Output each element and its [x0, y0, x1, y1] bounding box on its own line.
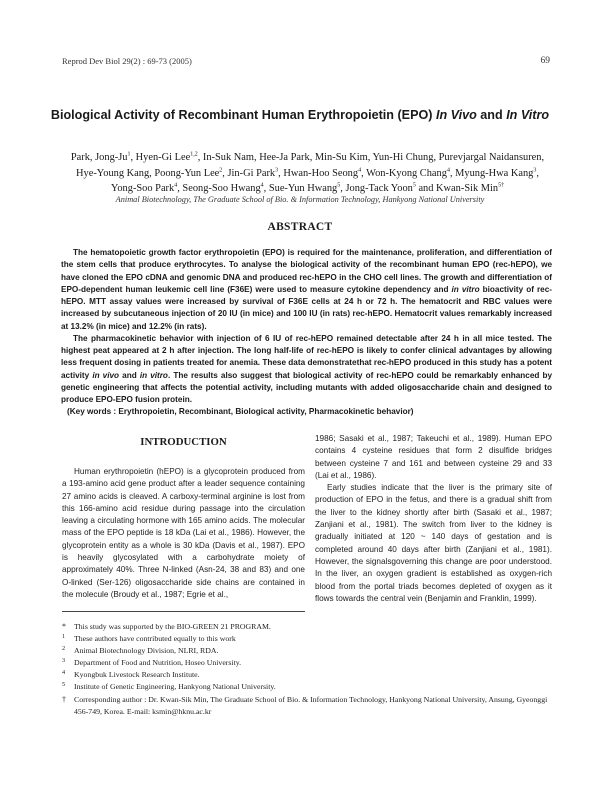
text-run: The hematopoietic growth factor erythropoietin (EPO) is required for the maintenance, proliferation, and differentiation of the stem cells that produce erythrocytes. To analyse the biological activity of the recombinant human EPO (rec-hEPO), we have cloned the EPO cDNA and genomic DNA and produced rec-hEPO in the CHO cell lines. The growth and differentiation of EPO-dependent human leukemic cell line (F36E) were used to measure cytokine dependency and — [61, 248, 552, 294]
text-run: The pharmacokinetic behavior with injection of 6 IU of rec-hEPO remained detectable after 24 h in all mice tested. The highest peat appeared at 2 h after injection. The long half-life of rec-hEPO is likely to confer clinical advantages by allowing less frequent dosing in patients treated for anemia. These data demonstratethat rec-hEPO produced in this study has a potent activity — [61, 333, 552, 380]
author-name: Hyen-Gi Lee — [135, 152, 191, 163]
left-column — [62, 466, 305, 601]
title-italic-in-vivo: In Vivo — [435, 108, 477, 122]
author-affiliation-mark: 5† — [498, 182, 505, 189]
footnote-text: Animal Biotechnology Division, NLRI, RDA. — [74, 646, 219, 656]
author-line: Park, Jong-Ju$^1$, Hyen-Gi Lee$^{1,2}$, In-Suk Nam, Hee-Ja Park, Min-Su Kim, Yun-Hi Chung, Purevjargal Naidansuren, — [70, 151, 545, 163]
italic-term: in vitro — [451, 284, 480, 294]
italic-term: in vitro — [139, 370, 168, 380]
author-name: Min-Su Kim — [314, 152, 368, 163]
affiliation: Animal Biotechnology, The Graduate School of Bio. & Information Technology, Hankyong National University — [115, 195, 485, 204]
footnote — [62, 657, 557, 669]
author-line: Hye-Young Kang, Poong-Yun Lee$^2$, Jin-Gi Park$^3$, Hwan-Hoo Seong$^4$, Won-Kyong Chang$^4$, Myung-Hwa Kang$^3$, — [76, 167, 539, 179]
author-affiliation-mark: 2 — [219, 167, 223, 174]
author-name: Yun-Hi Chung — [372, 152, 434, 163]
footnote — [62, 621, 557, 633]
author-name: Jin-Gi Park — [227, 167, 276, 179]
author-affiliation-mark: 5 — [337, 182, 341, 189]
footnotes — [62, 621, 557, 718]
author-name: Poong-Yun Lee — [154, 167, 220, 179]
footnote — [62, 669, 557, 681]
author-name: Hye-Young Kang — [76, 167, 150, 179]
text-run: . The results also suggest that biological activity of rec-hEPO could be remarkably enhanced by genetic engineering that affects the potential activity, including mutants with added oligosaccharide chain and designed to produce EPO-EPO fusion protein. — [61, 370, 553, 404]
author-name: Hwan-Hoo Seong — [283, 167, 359, 179]
abstract-body — [61, 247, 552, 419]
footnote-text: This study was supported by the BIO-GREEN 21 PROGRAM. — [74, 622, 271, 631]
footnote — [62, 694, 557, 718]
author-affiliation-mark: 4 — [446, 167, 450, 174]
author-name: Myung-Hwa Kang — [455, 167, 534, 179]
title-and: and — [476, 108, 507, 122]
title-italic-in-vitro: In Vitro — [506, 108, 550, 122]
author-affiliation-mark: 3 — [533, 167, 537, 174]
author-name: Yong-Soo Park — [110, 183, 175, 194]
footnote-mark: 3 — [62, 657, 66, 665]
author-name: Hee-Ja Park — [259, 152, 310, 163]
footnote — [62, 645, 557, 657]
right-column — [315, 433, 552, 605]
author-list — [55, 150, 560, 197]
title-main: Biological Activity of Recombinant Human Erythropoietin (EPO) — [50, 108, 436, 122]
author-affiliation-mark: 3 — [275, 167, 279, 174]
footnote — [62, 681, 557, 693]
author-line: Yong-Soo Park$^4$, Seong-Soo Hwang$^4$, Sue-Yun Hwang$^5$, Jong-Tack Yoon$^5$ and Kwan-Sik Min$^{5\dagger}$ — [110, 182, 505, 194]
author-affiliation-mark: 1,2 — [190, 151, 198, 158]
author-affiliation-mark: 1 — [127, 151, 131, 158]
introduction-heading: INTRODUCTION — [140, 436, 227, 448]
author-name: Kwan-Sik Min — [436, 183, 499, 194]
footnote-mark: * — [62, 622, 66, 631]
italic-term: in vivo — [92, 370, 120, 380]
author-affiliation-mark: 5 — [412, 182, 416, 189]
text-run: bioactivity of rec-hEPO. MTT assay values were increased by survival of F36E cells at 24 h or 72 h. The hematocrit and RBC values were increased by subcutaneous injection of 20 IU (in mice) and 100 IU (in rats) rec-hEPO. Hematocrit values remarkably increased at 13.2% (in mice) and 12.2% (in rats). — [61, 284, 552, 331]
body-paragraph: Early studies indicate that the liver is the primary site of production of EPO in the fetus, and there is a gradual shift from the liver to the kidney shortly after birth (Sasaki et al., 1987; Zanjiani et al., 1981). The switch from liver to the kidney is gradually initiated at 120 ~ 140 days of gestation and is completed around 40 days after birth (Zanjiani et al., 1981). However, the signalsgoverning this change are poor understood. In the liver, an oxygen gradient is established as oxygen-rich blood from the portal triads becomes depleted of oxygen as it flows towards the central vein (Benjamin and Franklin, 1999). — [315, 483, 552, 603]
author-affiliation-mark: 4 — [174, 182, 178, 189]
body-paragraph: Human erythropoietin (hEPO) is a glycoprotein produced from a 193-amino acid gene product after a leader sequence containing 27 amino acids is cleaved. A carboxy-terminal arginine is lost from this 166-amino acid residue during passage into the circulation leaving a circulating hormone with 165 amino acids. The molecular mass of the EPO peptide is 18 kDa (Lai et al., 1986). However, the glycoprotein entity as a whole is 30 kDa (Davis et al., 1987). EPO is heavily glycosylated with a carbohydrate moiety of approximately 40%. Three N-linked (Asn-24, 38 and 83) and one O-linked (Ser-126) oligosaccharide side chains are contained in the molecule (Broudy et al., 1987; Egrie et al., — [62, 467, 305, 599]
abstract-paragraph — [61, 247, 552, 333]
footnote-text: Department of Food and Nutrition, Hoseo University. — [74, 658, 242, 668]
running-header: Reprod Dev Biol 29(2) : 69-73 (2005) — [62, 56, 192, 66]
author-name: Park, Jong-Ju — [70, 152, 128, 163]
footnote — [62, 633, 557, 645]
footnote-divider — [62, 611, 305, 612]
keywords: (Key words : Erythropoietin, Recombinant, Biological activity, Pharmacokinetic behavior) — [67, 407, 414, 417]
author-name: Seong-Soo Hwang — [182, 183, 261, 194]
author-name: Sue-Yun Hwang — [268, 183, 338, 194]
abstract-paragraph — [61, 333, 552, 407]
footnote-mark: † — [62, 694, 66, 704]
footnote-text: Corresponding author : Dr. Kwan-Sik Min, The Graduate School of Bio. & Information Technology, Hankyong National University, Ansung, Gyeonggi 456-749, Korea. E-mail: ksmin@hknu.ac.kr — [74, 694, 548, 716]
abstract-heading: ABSTRACT — [267, 221, 333, 233]
footnote-mark: 5 — [62, 681, 66, 689]
author-affiliation-mark: 4 — [260, 182, 264, 189]
paper-title — [40, 108, 560, 122]
body-paragraph: 1986; Sasaki et al., 1987; Takeuchi et al., 1989). Human EPO contains 4 cysteine residues that form 2 disulfide bridges between cysteine 7 and 161 and between cysteine 29 and 33 (Lai et al., 1986). — [315, 434, 552, 480]
footnote-text: Kyongbuk Livestock Research Institute. — [74, 670, 200, 680]
footnote-text: Institute of Genetic Engineering, Hankyong National University. — [74, 682, 276, 692]
page-number: 69 — [540, 56, 550, 66]
footnote-mark: 2 — [62, 645, 66, 653]
footnote-mark: 1 — [62, 633, 66, 641]
author-name: Won-Kyong Chang — [366, 167, 447, 179]
author-name: Purevjargal Naidansuren — [438, 152, 542, 163]
text-run: and — [119, 370, 140, 380]
footnote-mark: 4 — [62, 669, 66, 677]
author-name: In-Suk Nam — [202, 152, 254, 163]
author-name: Jong-Tack Yoon — [345, 183, 413, 194]
author-affiliation-mark: 4 — [358, 167, 362, 174]
footnote-text: These authors have contributed equally to this work — [74, 634, 236, 644]
